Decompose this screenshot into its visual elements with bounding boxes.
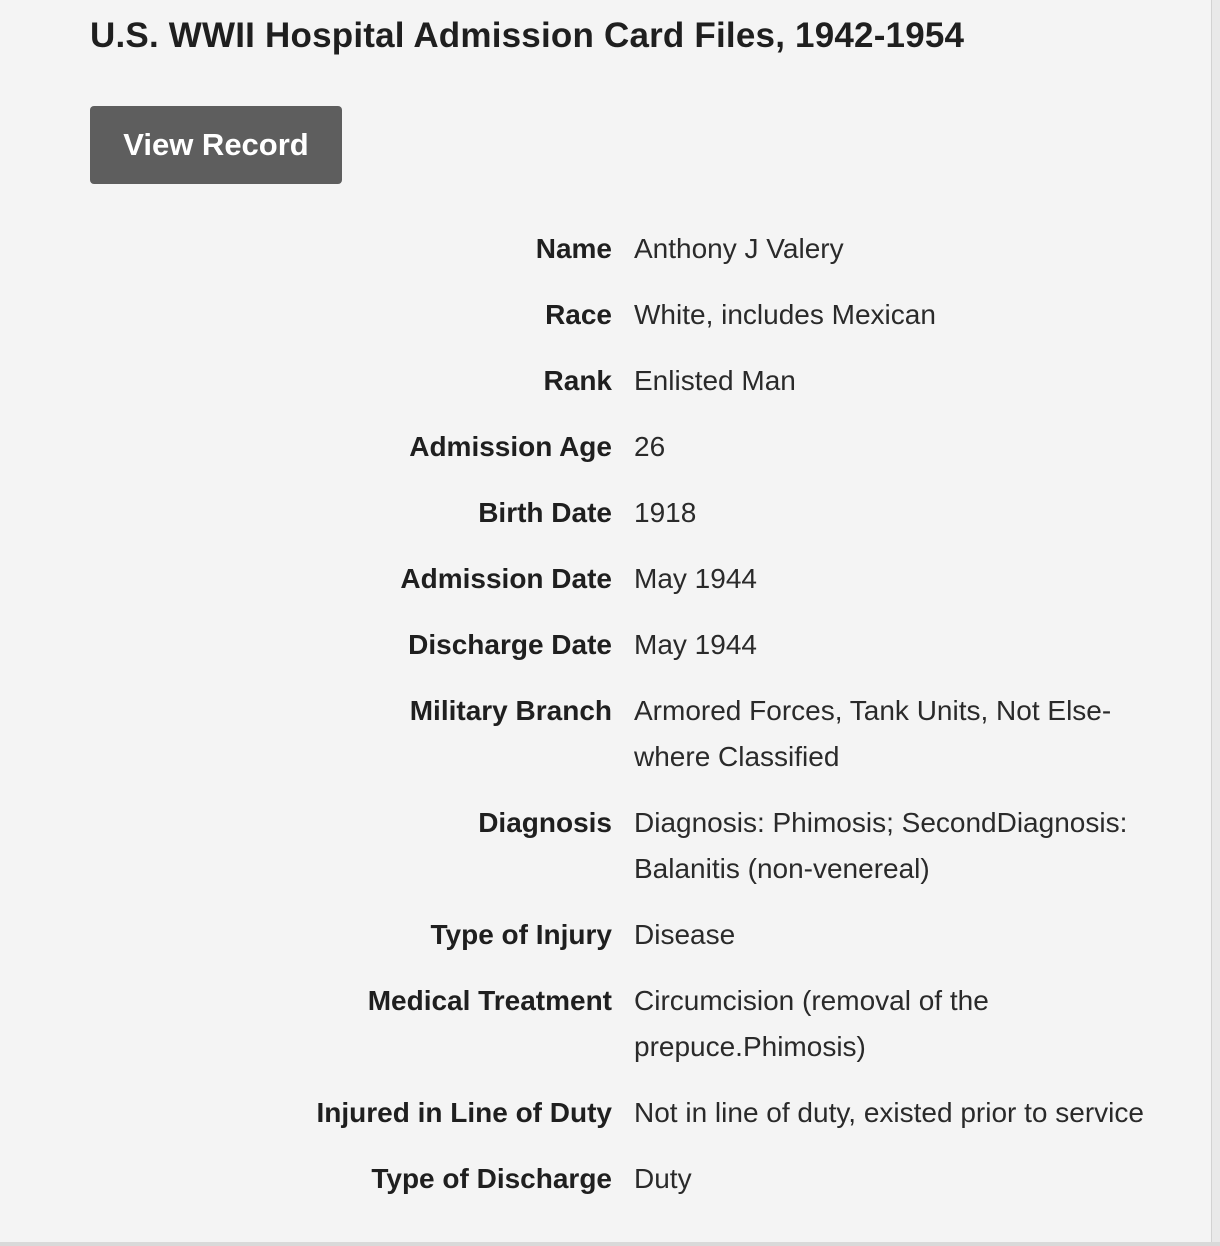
- field-value: Anthony J Valery: [634, 233, 844, 264]
- field-value: Diagnosis: Phimosis; SecondDiagnosis: Balanitis (non-venereal): [634, 807, 1128, 884]
- field-label: Military Branch: [409, 695, 612, 726]
- field-label: Rank: [543, 365, 612, 396]
- field-label: Birth Date: [478, 497, 612, 528]
- field-label: Admission Date: [400, 563, 612, 594]
- field-value: May 1944: [634, 629, 757, 660]
- field-label: Diagnosis: [478, 807, 612, 838]
- record-row-diagnosis: [100, 790, 1170, 902]
- field-label: Medical Treatment: [367, 985, 612, 1016]
- record-row-military-branch: [100, 678, 1170, 790]
- field-value: Circumcision (removal of the prepuce.Phimosis): [634, 985, 989, 1062]
- record-row-medical-treatment: [100, 968, 1170, 1080]
- window-bottom-edge: [0, 1242, 1220, 1246]
- record-row-type-of-discharge: [100, 1146, 1170, 1212]
- field-value: Armored Forces, Tank Units, Not Else-where Classified: [634, 695, 1112, 772]
- record-row-discharge-date: [100, 612, 1170, 678]
- record-row-type-of-injury: [100, 902, 1170, 968]
- field-label: Discharge Date: [408, 629, 612, 660]
- field-label: Race: [545, 299, 612, 330]
- record-row-injured-in-line-of-duty: [100, 1080, 1170, 1146]
- page-title: U.S. WWII Hospital Admission Card Files, 1942-1954: [90, 16, 965, 55]
- record-row-name: [100, 216, 1170, 282]
- field-value: Enlisted Man: [634, 365, 796, 396]
- field-label: Type of Injury: [430, 919, 612, 950]
- view-record-button[interactable]: View Record: [90, 106, 342, 184]
- field-value: Duty: [634, 1163, 692, 1194]
- field-value: White, includes Mexican: [634, 299, 936, 330]
- record-row-admission-date: [100, 546, 1170, 612]
- field-value: 1918: [634, 497, 697, 528]
- record-row-admission-age: [100, 414, 1170, 480]
- window-edge: [1211, 0, 1220, 1246]
- field-label: Type of Discharge: [371, 1163, 612, 1194]
- record-details-table: [100, 216, 1170, 1212]
- field-value: Not in line of duty, existed prior to service: [634, 1097, 1144, 1128]
- field-value: 26: [634, 431, 666, 462]
- record-row-birth-date: [100, 480, 1170, 546]
- field-value: May 1944: [634, 563, 757, 594]
- field-value: Disease: [634, 919, 736, 950]
- field-label: Name: [535, 233, 612, 264]
- record-row-rank: [100, 348, 1170, 414]
- field-label: Injured in Line of Duty: [316, 1097, 612, 1128]
- field-label: Admission Age: [409, 431, 612, 462]
- record-row-race: [100, 282, 1170, 348]
